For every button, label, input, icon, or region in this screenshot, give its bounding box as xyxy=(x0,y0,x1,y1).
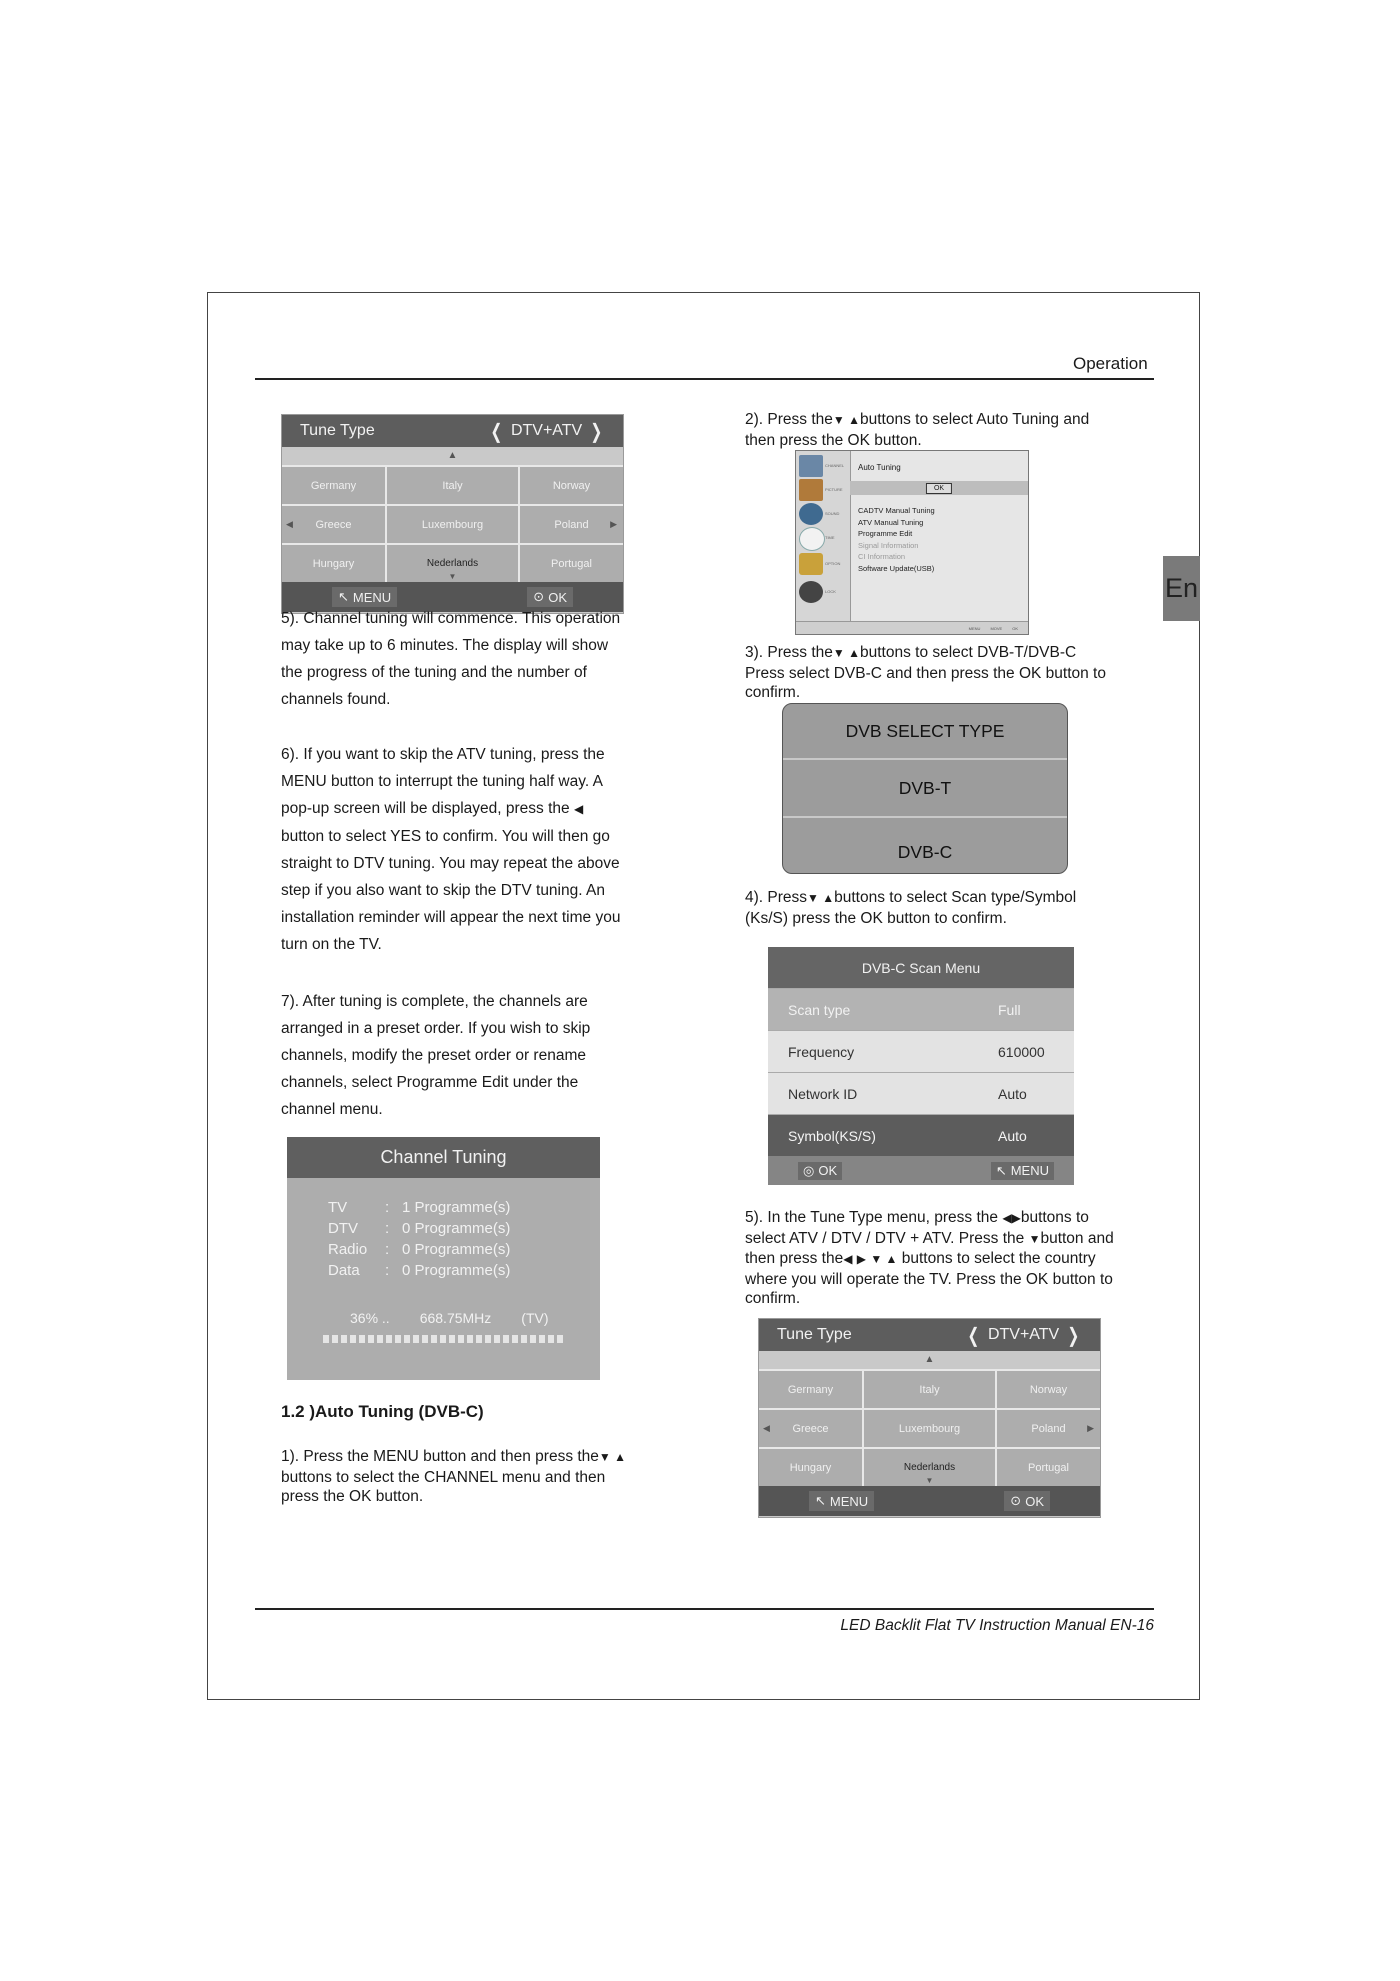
chevron-right-icon[interactable]: ❯ xyxy=(590,420,603,443)
channel-tuning-panel xyxy=(287,1137,600,1380)
left-step-1: 1). Press the MENU button and then press the▼ ▲ buttons to select the CHANNEL menu and then press the OK button. xyxy=(281,1448,627,1505)
left-step-7: 7). After tuning is complete, the channels are arranged in a preset order. If you wish to skip channels, modify the preset order or rename channels, select Programme Edit under the channel menu. xyxy=(281,993,591,1118)
dvb-select-title: DVB SELECT TYPE xyxy=(783,704,1067,760)
menu-icon: ↖ xyxy=(815,1493,826,1508)
tune-type-value: DTV+ATV xyxy=(987,1326,1060,1343)
chevron-right-icon[interactable]: ❯ xyxy=(1067,1324,1080,1347)
left-step-6: 6). If you want to skip the ATV tuning, press the MENU button to interrupt the tuning half way. A pop-up screen will be displayed, press the ◀ button to select YES to confirm. You will then go straight to DTV tuning. You may repeat the above step if you also want to skip the DTV tuning. An installation reminder will appear the next time you turn on the TV. xyxy=(281,746,621,953)
country-cell-selected[interactable]: Nederlands ▼ xyxy=(387,543,520,582)
ok-icon: ⊙ xyxy=(533,589,545,604)
right-step-5: 5). In the Tune Type menu, press the ◀▶buttons to select ATV / DTV / DTV + ATV. Press the ▼button and then press the◀ ▶ ▼ ▲ buttons to select the country where you will operate the TV. Press the OK button to confirm. xyxy=(745,1209,1114,1307)
dvb-c-option[interactable]: DVB-C xyxy=(897,842,953,862)
country-cell[interactable]: ◀ Greece xyxy=(759,1408,864,1447)
ok-button[interactable]: ◎ OK xyxy=(798,1162,842,1180)
tune-type-panel-bottom xyxy=(758,1318,1101,1518)
scan-menu-title: DVB-C Scan Menu xyxy=(768,947,1074,988)
country-cell[interactable]: Luxembourg xyxy=(387,504,520,543)
lock-icon[interactable] xyxy=(799,581,823,603)
right-arrow-icon: ▶ xyxy=(610,519,617,529)
auto-tuning-item[interactable]: Auto Tuning xyxy=(858,463,901,472)
ok-icon: ◎ xyxy=(803,1162,815,1178)
up-arrow-icon: ▲ xyxy=(818,891,835,905)
right-arrow-icon: ▶ xyxy=(1011,1211,1021,1225)
chevron-left-icon[interactable]: ❮ xyxy=(490,420,503,443)
tuning-progress-bar xyxy=(323,1335,564,1343)
table-row: DTV : 0 Programme(s) xyxy=(328,1220,511,1237)
channel-menu-screen xyxy=(795,450,1029,635)
frequency-row[interactable]: Frequency 610000 xyxy=(768,1030,1074,1072)
country-cell[interactable]: Hungary xyxy=(282,543,387,582)
down-arrow-icon: ▼ xyxy=(832,646,845,660)
country-cell[interactable]: Norway xyxy=(520,465,623,504)
down-arrow-icon: ▼ xyxy=(870,1252,883,1266)
menu-item[interactable]: Programme Edit xyxy=(858,529,913,538)
section-heading: 1.2 )Auto Tuning (DVB-C) xyxy=(281,1402,484,1421)
scroll-up-icon: ▲ xyxy=(447,450,458,461)
channel-menu-list xyxy=(858,505,935,574)
footer-text: LED Backlit Flat TV Instruction Manual EN-16 xyxy=(840,1617,1154,1634)
header-rule xyxy=(255,378,1154,380)
tune-type-title: Tune Type xyxy=(300,422,375,439)
down-arrow-icon: ▼ xyxy=(807,891,819,905)
country-cell[interactable]: ◀ Greece xyxy=(282,504,387,543)
table-row: TV : 1 Programme(s) xyxy=(328,1199,511,1216)
ok-button[interactable]: ⊙ OK xyxy=(1004,1491,1050,1511)
menu-item[interactable]: CADTV Manual Tuning xyxy=(858,506,935,515)
country-cell[interactable]: Germany xyxy=(282,465,387,504)
menu-sidebar: CHANNEL PICTURE SOUND TIME OPTION LOCK xyxy=(796,451,851,634)
menu-icon: ↖ xyxy=(995,1162,1007,1178)
chevron-left-icon[interactable]: ❮ xyxy=(967,1324,980,1347)
ok-icon: ⊙ xyxy=(1010,1493,1022,1508)
section-title: Operation xyxy=(1073,354,1148,373)
dvb-select-dialog xyxy=(782,703,1068,874)
channel-icon[interactable] xyxy=(799,455,823,477)
right-arrow-icon: ▶ xyxy=(856,1252,867,1266)
right-arrow-icon: ▶ xyxy=(1087,1423,1094,1433)
menu-footer: MENU MOVE OK xyxy=(796,621,1028,634)
country-cell-selected[interactable]: Nederlands ▼ xyxy=(864,1447,997,1486)
tune-type-title: Tune Type xyxy=(777,1326,852,1343)
picture-icon[interactable] xyxy=(799,479,823,501)
country-cell[interactable]: Portugal xyxy=(520,543,623,582)
right-step-3: 3). Press the▼ ▲buttons to select DVB-T/DVB-C Press select DVB-C and then press the OK button to confirm. xyxy=(745,644,1106,701)
ok-button[interactable]: ⊙ OK xyxy=(527,587,573,607)
scroll-up-icon: ▲ xyxy=(924,1354,935,1365)
right-step-4: 4). Press▼ ▲buttons to select Scan type/Symbol (Ks/S) press the OK button to confirm. xyxy=(745,889,1077,927)
scroll-down-icon: ▼ xyxy=(925,1476,934,1485)
language-tab: En xyxy=(1163,556,1200,621)
left-arrow-icon: ◀ xyxy=(843,1252,853,1266)
symbol-row[interactable]: Symbol(KS/S) Auto xyxy=(768,1114,1074,1156)
ok-button[interactable]: OK xyxy=(926,483,952,494)
right-step-2: 2). Press the▼ ▲buttons to select Auto Tuning and then press the OK button. xyxy=(745,411,1090,449)
left-arrow-icon: ◀ xyxy=(1002,1211,1012,1225)
menu-item: CI Information xyxy=(858,552,906,561)
country-cell[interactable]: Poland ▶ xyxy=(997,1408,1100,1447)
up-arrow-icon: ▲ xyxy=(882,1252,898,1266)
up-arrow-icon: ▲ xyxy=(610,1450,627,1464)
menu-button[interactable]: ↖ MENU xyxy=(332,587,397,607)
dvb-c-scan-menu xyxy=(768,947,1074,1183)
country-cell[interactable]: Germany xyxy=(759,1369,864,1408)
left-arrow-icon: ◀ xyxy=(763,1423,770,1433)
ok-row xyxy=(850,481,1028,495)
country-cell[interactable]: Hungary xyxy=(759,1447,864,1486)
up-arrow-icon: ▲ xyxy=(844,413,860,427)
footer-rule xyxy=(255,1608,1154,1610)
down-arrow-icon: ▼ xyxy=(832,413,845,427)
option-icon[interactable] xyxy=(799,553,823,575)
tune-type-panel-top xyxy=(281,414,624,614)
sound-icon[interactable] xyxy=(799,503,823,525)
table-row: Radio : 0 Programme(s) xyxy=(328,1241,511,1258)
country-cell[interactable]: Luxembourg xyxy=(864,1408,997,1447)
time-icon[interactable] xyxy=(799,527,825,551)
country-cell[interactable]: Italy xyxy=(864,1369,997,1408)
tune-type-value: DTV+ATV xyxy=(510,422,583,439)
tuning-progress-text: 36% .. 668.75MHz (TV) xyxy=(350,1310,549,1326)
menu-button[interactable]: ↖ MENU xyxy=(809,1491,874,1511)
menu-item: Signal Information xyxy=(858,540,919,550)
country-cell[interactable]: Norway xyxy=(997,1369,1100,1408)
menu-item[interactable]: Software Update(USB) xyxy=(858,563,935,573)
left-arrow-icon: ◀ xyxy=(573,802,584,816)
left-arrow-icon: ◀ xyxy=(286,519,293,529)
down-arrow-icon: ▼ xyxy=(598,1450,611,1464)
down-arrow-icon: ▼ xyxy=(1028,1231,1041,1246)
country-cell[interactable]: Portugal xyxy=(997,1447,1100,1486)
scroll-down-icon: ▼ xyxy=(448,572,457,581)
country-cell[interactable]: Italy xyxy=(387,465,520,504)
menu-icon: ↖ xyxy=(338,589,349,604)
channel-tuning-title: Channel Tuning xyxy=(287,1137,600,1178)
channel-tuning-table xyxy=(328,1197,510,1281)
country-cell[interactable]: Poland ▶ xyxy=(520,504,623,543)
left-step-5: 5). Channel tuning will commence. This operation may take up to 6 minutes. The display will show the progress of the tuning and the number of channels found. xyxy=(281,610,621,708)
scan-type-row[interactable]: Scan type Full xyxy=(768,988,1074,1030)
menu-item[interactable]: ATV Manual Tuning xyxy=(858,517,924,527)
dvb-t-option[interactable]: DVB-T xyxy=(783,760,1067,818)
menu-button[interactable]: ↖ MENU xyxy=(991,1162,1054,1180)
table-row: Data : 0 Programme(s) xyxy=(328,1262,511,1279)
network-id-row[interactable]: Network ID Auto xyxy=(768,1072,1074,1114)
up-arrow-icon: ▲ xyxy=(844,646,860,660)
